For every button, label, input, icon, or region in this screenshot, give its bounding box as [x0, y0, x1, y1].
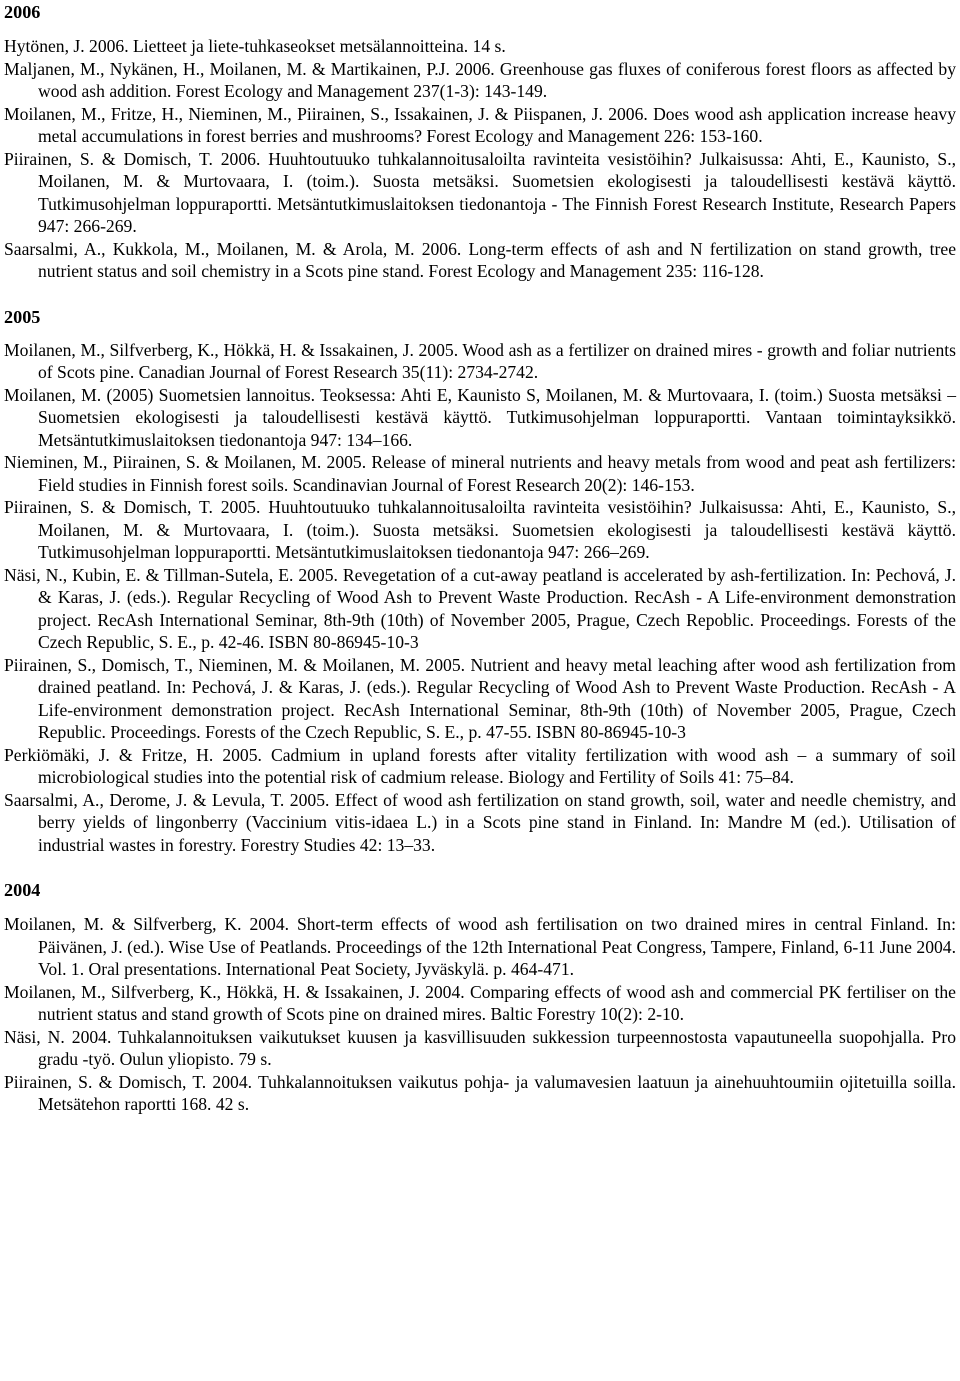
reference-entry: Näsi, N. 2004. Tuhkalannoituksen vaikutukset kuusen ja kasvillisuuden sukkession turpeennostosta vapautuneella suopohjalla. Pro gradu -työ. Oulun yliopisto. 79 s.: [4, 1026, 956, 1069]
year-heading: 2006: [4, 2, 41, 22]
reference-entry: Piirainen, S. & Domisch, T. 2004. Tuhkalannoituksen vaikutus pohja- ja valumavesien laatuun ja ainehuuhtoumiin ojitetuilla soilla. Metsätehon raportti 168. 42 s.: [4, 1071, 956, 1114]
year-heading: 2004: [4, 880, 41, 900]
reference-entry: Nieminen, M., Piirainen, S. & Moilanen, M. 2005. Release of mineral nutrients and heavy metals from wood and peat ash fertilizers: Field studies in Finnish forest soils. Scandinavian Journal of Forest Research 20(2): 146-153.: [4, 452, 956, 495]
section-2004: [4, 879, 960, 1116]
reference-entry: Saarsalmi, A., Kukkola, M., Moilanen, M. & Arola, M. 2006. Long-term effects of ash and N fertilization on stand growth, tree nutrient status and soil chemistry in a Scots pine stand. Forest Ecology and Management 235: 116-128.: [4, 238, 956, 281]
reference-entry: Hytönen, J. 2006. Lietteet ja liete-tuhkaseokset metsälannoitteina. 14 s.: [4, 36, 506, 56]
section-2005: [4, 306, 960, 857]
reference-entry: Maljanen, M., Nykänen, H., Moilanen, M. & Martikainen, P.J. 2006. Greenhouse gas fluxes of coniferous forest floors as affected by wood ash addition. Forest Ecology and Management 237(1-3): 143-149.: [4, 58, 956, 101]
reference-entry: Piirainen, S. & Domisch, T. 2005. Huuhtoutuuko tuhkalannoitusaloilta ravinteita vesistöihin? Julkaisussa: Ahti, E., Kaunisto, S., Moilanen, M. & Murtovaara, I. (toim.). Suosta metsäksi. Suometsien ekologisesti ja taloudellisesti kestävä käyttö. Tutkimusohjelman loppuraportti. Metsäntutkimuslaitoksen tiedonantoja 947: 266–269.: [4, 497, 956, 562]
reference-entry: Moilanen, M. & Silfverberg, K. 2004. Short-term effects of wood ash fertilisation on two drained mires in central Finland. In: Päivänen, J. (ed.). Wise Use of Peatlands. Proceedings of the 12th International Peat Congress, Tampere, Finland, 6-11 June 2004. Vol. 1. Oral presentations. International Peat Society, Jyväskylä. p. 464-471.: [4, 914, 956, 979]
reference-entry: Saarsalmi, A., Derome, J. & Levula, T. 2005. Effect of wood ash fertilization on stand growth, soil, water and needle chemistry, and berry yields of lingonberry (Vaccinium vitis-idaea L.) in a Scots pine stand in Finland. In: Mandre M (ed.). Utilisation of industrial wastes in forestry. Forestry Studies 42: 13–33.: [4, 789, 956, 855]
reference-entry: Perkiömäki, J. & Fritze, H. 2005. Cadmium in upland forests after vitality fertilization with wood ash – a summary of soil microbiological studies into the potential risk of cadmium release. Biology and Fertility of Soils 41: 75–84.: [4, 744, 956, 787]
reference-entry: Moilanen, M., Fritze, H., Nieminen, M., Piirainen, S., Issakainen, J. & Piispanen, J. 2006. Does wood ash application increase heavy metal accumulations in forest berries and mushrooms? Forest Ecology and Management 226: 153-160.: [4, 103, 956, 146]
reference-entry: Piirainen, S., Domisch, T., Nieminen, M. & Moilanen, M. 2005. Nutrient and heavy metal leaching after wood ash fertilization from drained peatland. In: Pechová, J. & Karas, J. (eds.). Regular Recycling of Wood Ash to Prevent Waste Production. RecAsh - A Life-environment demonstration project. RecAsh International Seminar, 8th-9th (10th) of November 2005, Prague, Czech Republic. Proceedings. Forests of the Czech Republic, S. E., p. 47-55. ISBN 80-86945-10-3: [4, 654, 956, 742]
year-heading: 2005: [4, 306, 41, 327]
reference-entry: Moilanen, M., Silfverberg, K., Hökkä, H. & Issakainen, J. 2004. Comparing effects of wood ash and commercial PK fertiliser on the nutrient status and stand growth of Scots pine on drained mires. Baltic Forestry 10(2): 2-10.: [4, 981, 956, 1024]
reference-entry: Piirainen, S. & Domisch, T. 2006. Huuhtoutuuko tuhkalannoitusaloilta ravinteita vesistöihin? Julkaisussa: Ahti, E., Kaunisto, S., Moilanen, M. & Murtovaara, I. (toim.). Suosta metsäksi. Suometsien ekologisesti ja taloudellisesti kestävä käyttö. Tutkimusohjelman loppuraportti. Metsäntutkimuslaitoksen tiedonantoja - The Finnish Forest Research Institute, Research Papers 947: 266-269.: [4, 148, 956, 236]
reference-entry: Moilanen, M., Silfverberg, K., Hökkä, H. & Issakainen, J. 2005. Wood ash as a fertilizer on drained mires - growth and foliar nutrients of Scots pine. Canadian Journal of Forest Research 35(11): 2734-2742.: [4, 339, 956, 382]
section-2006: [4, 0, 960, 283]
reference-entry: Näsi, N., Kubin, E. & Tillman-Sutela, E. 2005. Revegetation of a cut-away peatland is accelerated by ash-fertilization. In: Pechová, J. & Karas, J. (eds.). Regular Recycling of Wood Ash to Prevent Waste Production. RecAsh - A Life-environment demonstration project. RecAsh International Seminar, 8th-9th (10th) of November 2005, Prague, Czech Repoblic. Proceedings. Forests of the Czech Republic, S. E., p. 42-46. ISBN 80-86945-10-3: [4, 564, 956, 652]
reference-entry: Moilanen, M. (2005) Suometsien lannoitus. Teoksessa: Ahti E, Kaunisto S, Moilanen, M. & Murtovaara, I. (toim.) Suosta metsäksi – Suometsien ekologisesti ja taloudellisesti kestävä käyttö. Tutkimusohjelman loppuraportti. Vantaan toimintayksikkö. Metsäntutkimuslaitoksen tiedonantoja 947: 134–166.: [4, 384, 956, 450]
